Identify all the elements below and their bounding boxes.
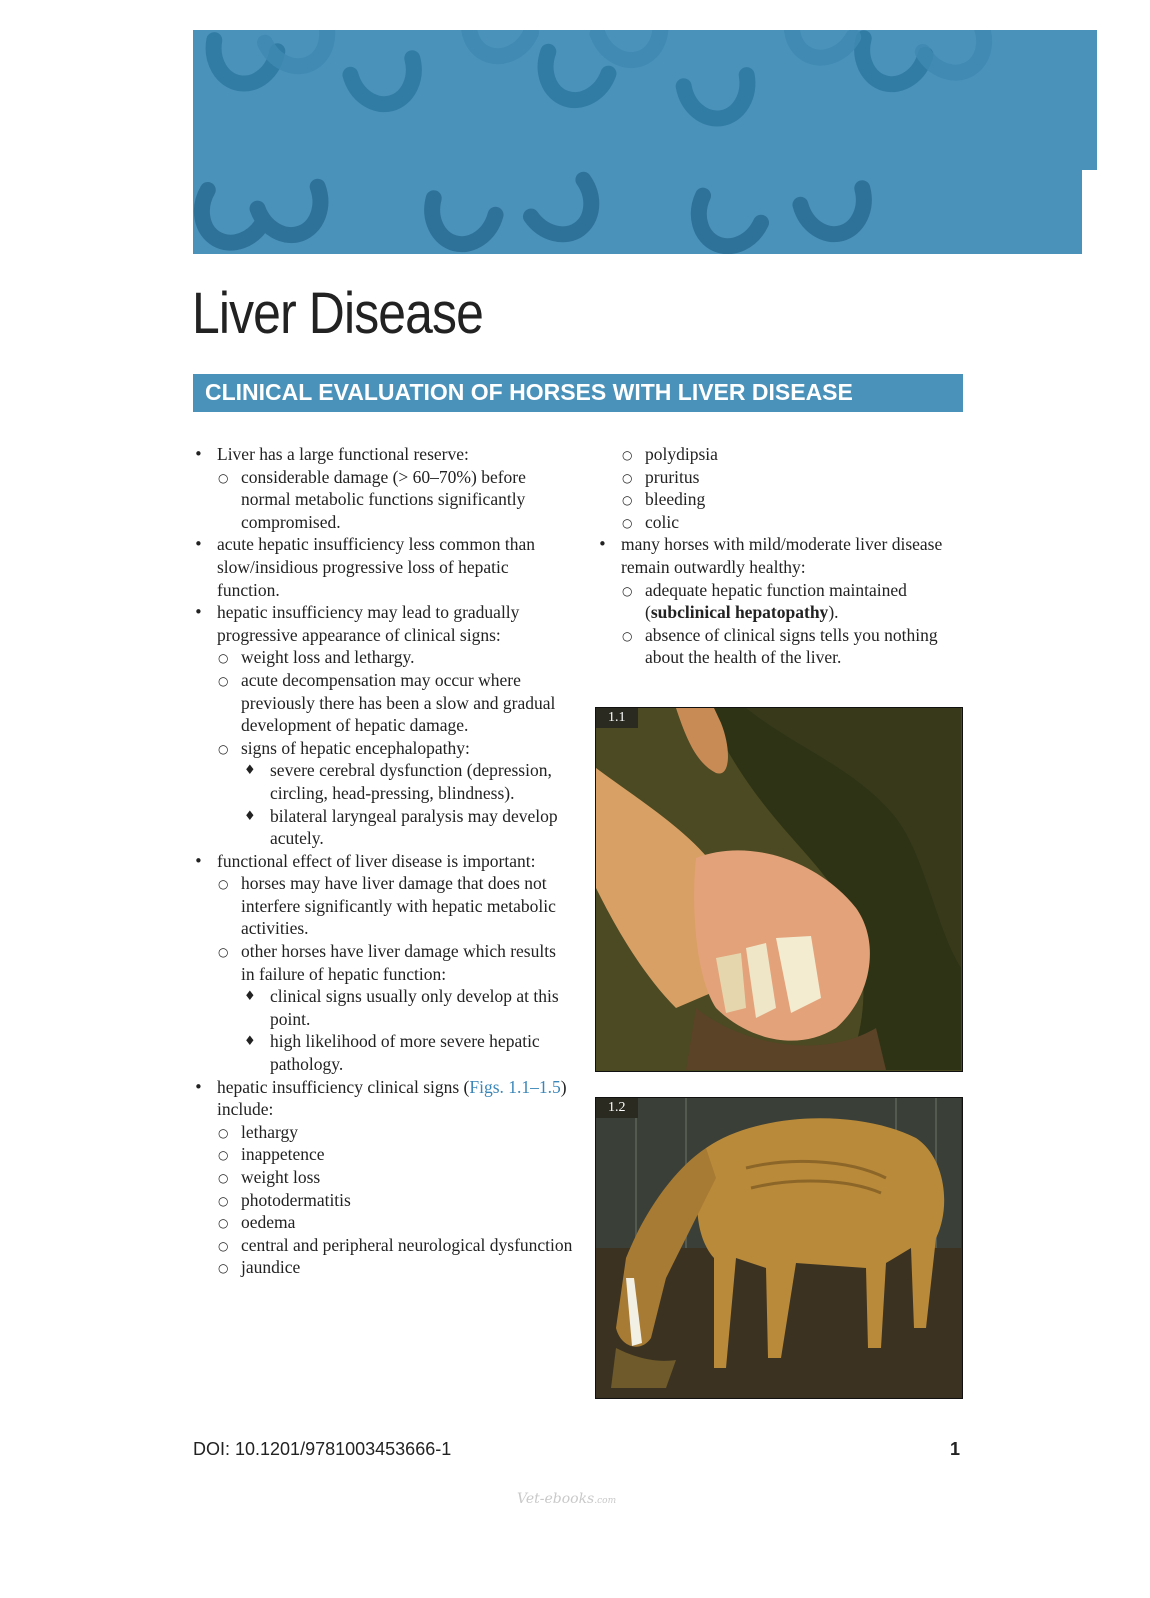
bold-term: subclinical hepatopathy: [650, 602, 829, 623]
bullet-icon: •: [194, 445, 203, 463]
circle-bullet-icon: ○: [218, 945, 229, 960]
list-item: ○ pruritus: [621, 466, 967, 489]
figure-1-2-photo: [595, 1097, 963, 1399]
section-heading-bar: [193, 374, 963, 412]
list-item: ○ adequate hepatic function maintained (subclinical hepatopathy).: [622, 579, 907, 623]
list-item: ○ absence of clinical signs tells you nothing about the health of the liver.: [622, 624, 938, 668]
bullet-icon: •: [194, 851, 203, 870]
figures-link[interactable]: Figs. 1.1–1.5: [469, 1076, 561, 1097]
bullet-icon: •: [598, 535, 607, 554]
right-column: [597, 443, 967, 669]
circle-bullet-icon: ○: [218, 741, 229, 756]
bullet-icon: •: [194, 1077, 203, 1096]
list-item: ○ weight loss: [217, 1166, 573, 1189]
chapter-label: [1082, 184, 1097, 199]
list-item: ○ colic: [621, 511, 967, 534]
horse-mouth-image: [596, 708, 961, 1070]
circle-bullet-icon: ○: [218, 1171, 229, 1185]
chapter-number: [1082, 199, 1097, 254]
continued-sub-list: [621, 443, 967, 533]
sub-sub-list: [241, 985, 573, 1075]
list-item: ○ horses may have liver damage that does not interfere significantly with hepatic metabolic activities.: [218, 873, 556, 939]
circle-bullet-icon: ○: [622, 628, 633, 643]
circle-bullet-icon: ○: [218, 651, 229, 666]
list-item: ♦ severe cerebral dysfunction (depression, circling, head-pressing, blindness).: [244, 760, 552, 803]
list-item: ○ other horses have liver damage which results in failure of hepatic function: ♦ clinical signs usually only develop at this point. ♦ high likelihood of more severe hepatic pathology.: [217, 940, 573, 1076]
circle-bullet-icon: ○: [218, 1125, 229, 1140]
left-column: [193, 443, 573, 1279]
section-heading: CLINICAL EVALUATION OF HORSES WITH LIVER DISEASE: [205, 379, 853, 405]
sub-sub-list: [241, 759, 573, 849]
circle-bullet-icon: ○: [622, 515, 633, 530]
list-item: ♦ clinical signs usually only develop at this point.: [244, 986, 559, 1029]
list-item: • acute hepatic insufficiency less common than slow/insidious progressive loss of hepatic function.: [194, 534, 535, 600]
list-item: ○ jaundice: [217, 1256, 573, 1279]
sub-list: [217, 466, 573, 534]
figure-1-1-photo: [595, 707, 963, 1072]
circle-bullet-icon: ○: [622, 583, 633, 598]
page-title: Liver Disease: [192, 281, 484, 346]
figure-label: 1.2: [596, 1098, 638, 1118]
bullet-list: [193, 443, 573, 1279]
list-item: ♦ high likelihood of more severe hepatic pathology.: [244, 1031, 540, 1075]
list-item: • hepatic insufficiency may lead to gradually progressive appearance of clinical signs: ○ weight loss and lethargy. ○ acute decompensation may occur where previously there has been a slow and gradual development of hepatic damage. ○ signs of hepatic encephalopathy: ♦ severe cerebral dysfunction (depression, circling, head-pressing, blindness). ♦ bilateral laryngeal paralysis may develop acutely.: [193, 601, 573, 850]
doi-text: DOI: 10.1201/9781003453666-1: [193, 1439, 452, 1459]
circle-bullet-icon: ○: [218, 1261, 229, 1276]
circle-bullet-icon: ○: [218, 1193, 229, 1208]
circle-bullet-icon: ○: [218, 1148, 229, 1163]
list-item: ○ bleeding: [621, 488, 967, 511]
diamond-bullet-icon: ♦: [244, 763, 256, 779]
diamond-bullet-icon: ♦: [244, 989, 256, 1005]
horseshoe-pattern: [193, 30, 1097, 254]
list-item: • many horses with mild/moderate liver disease remain outwardly healthy: ○ adequate hepatic function maintained (subclinical hepatopathy). ○ absence of clinical signs tells you nothing about the health of the liver.: [597, 533, 967, 669]
circle-bullet-icon: ○: [218, 470, 229, 485]
sub-list: [217, 1121, 573, 1279]
page-number: 1: [950, 1439, 961, 1459]
list-item: ♦ bilateral laryngeal paralysis may develop acutely.: [244, 805, 558, 849]
list-item: ○ signs of hepatic encephalopathy: ♦ severe cerebral dysfunction (depression, circling, head-pressing, blindness). ♦ bilateral laryngeal paralysis may develop acutely.: [217, 737, 573, 850]
thin-horse-image: [596, 1098, 961, 1397]
circle-bullet-icon: ○: [218, 673, 229, 688]
bullet-icon: •: [194, 603, 203, 622]
list-item: ○ inappetence: [217, 1143, 573, 1166]
list-item: ○ weight loss and lethargy.: [217, 646, 573, 669]
circle-bullet-icon: ○: [622, 493, 633, 508]
bullet-icon: •: [194, 535, 203, 554]
list-item: ○ considerable damage (> 60–70%) before normal metabolic functions significantly compromised.: [218, 466, 526, 532]
diamond-bullet-icon: ♦: [244, 808, 256, 824]
list-item: • hepatic insufficiency clinical signs (Figs. 1.1–1.5) include: ○ lethargy ○ inappetence ○ weight loss ○ photodermatitis ○ oedema ○ central and peripheral neurological dysfunction ○ jaundice: [193, 1076, 573, 1279]
sub-list: [621, 579, 967, 669]
bullet-list: [597, 533, 967, 669]
list-item: ○ lethargy: [217, 1121, 573, 1144]
circle-bullet-icon: ○: [622, 470, 633, 485]
list-item: ○ polydipsia: [621, 443, 967, 466]
list-item: ○ photodermatitis: [217, 1189, 573, 1212]
circle-bullet-icon: ○: [218, 877, 229, 892]
list-item: ○ oedema: [217, 1211, 573, 1234]
circle-bullet-icon: ○: [622, 448, 633, 462]
watermark-logo: Vet-ebooks.com: [517, 1491, 617, 1507]
figure-label: 1.1: [596, 708, 638, 728]
chapter-banner: [193, 30, 1097, 254]
diamond-bullet-icon: ♦: [244, 1034, 256, 1050]
chapter-box: [1082, 170, 1097, 254]
circle-bullet-icon: ○: [218, 1238, 229, 1253]
list-item: ○ acute decompensation may occur where previously there has been a slow and gradual development of hepatic damage.: [218, 669, 556, 736]
circle-bullet-icon: ○: [218, 1216, 229, 1231]
sub-list: [217, 646, 573, 849]
sub-list: [217, 872, 573, 1075]
list-item: • Liver has a large functional reserve: ○ considerable damage (> 60–70%) before normal metabolic functions significantly compromised.: [193, 443, 573, 533]
list-item: ○ central and peripheral neurological dysfunction: [217, 1234, 573, 1257]
list-item: • functional effect of liver disease is important: ○ horses may have liver damage that does not interfere significantly with hepatic metabolic activities. ○ other horses have liver damage which results in failure of hepatic function: ♦ clinical signs usually only develop at this point. ♦ high likelihood of more severe hepatic pathology.: [193, 850, 573, 1076]
